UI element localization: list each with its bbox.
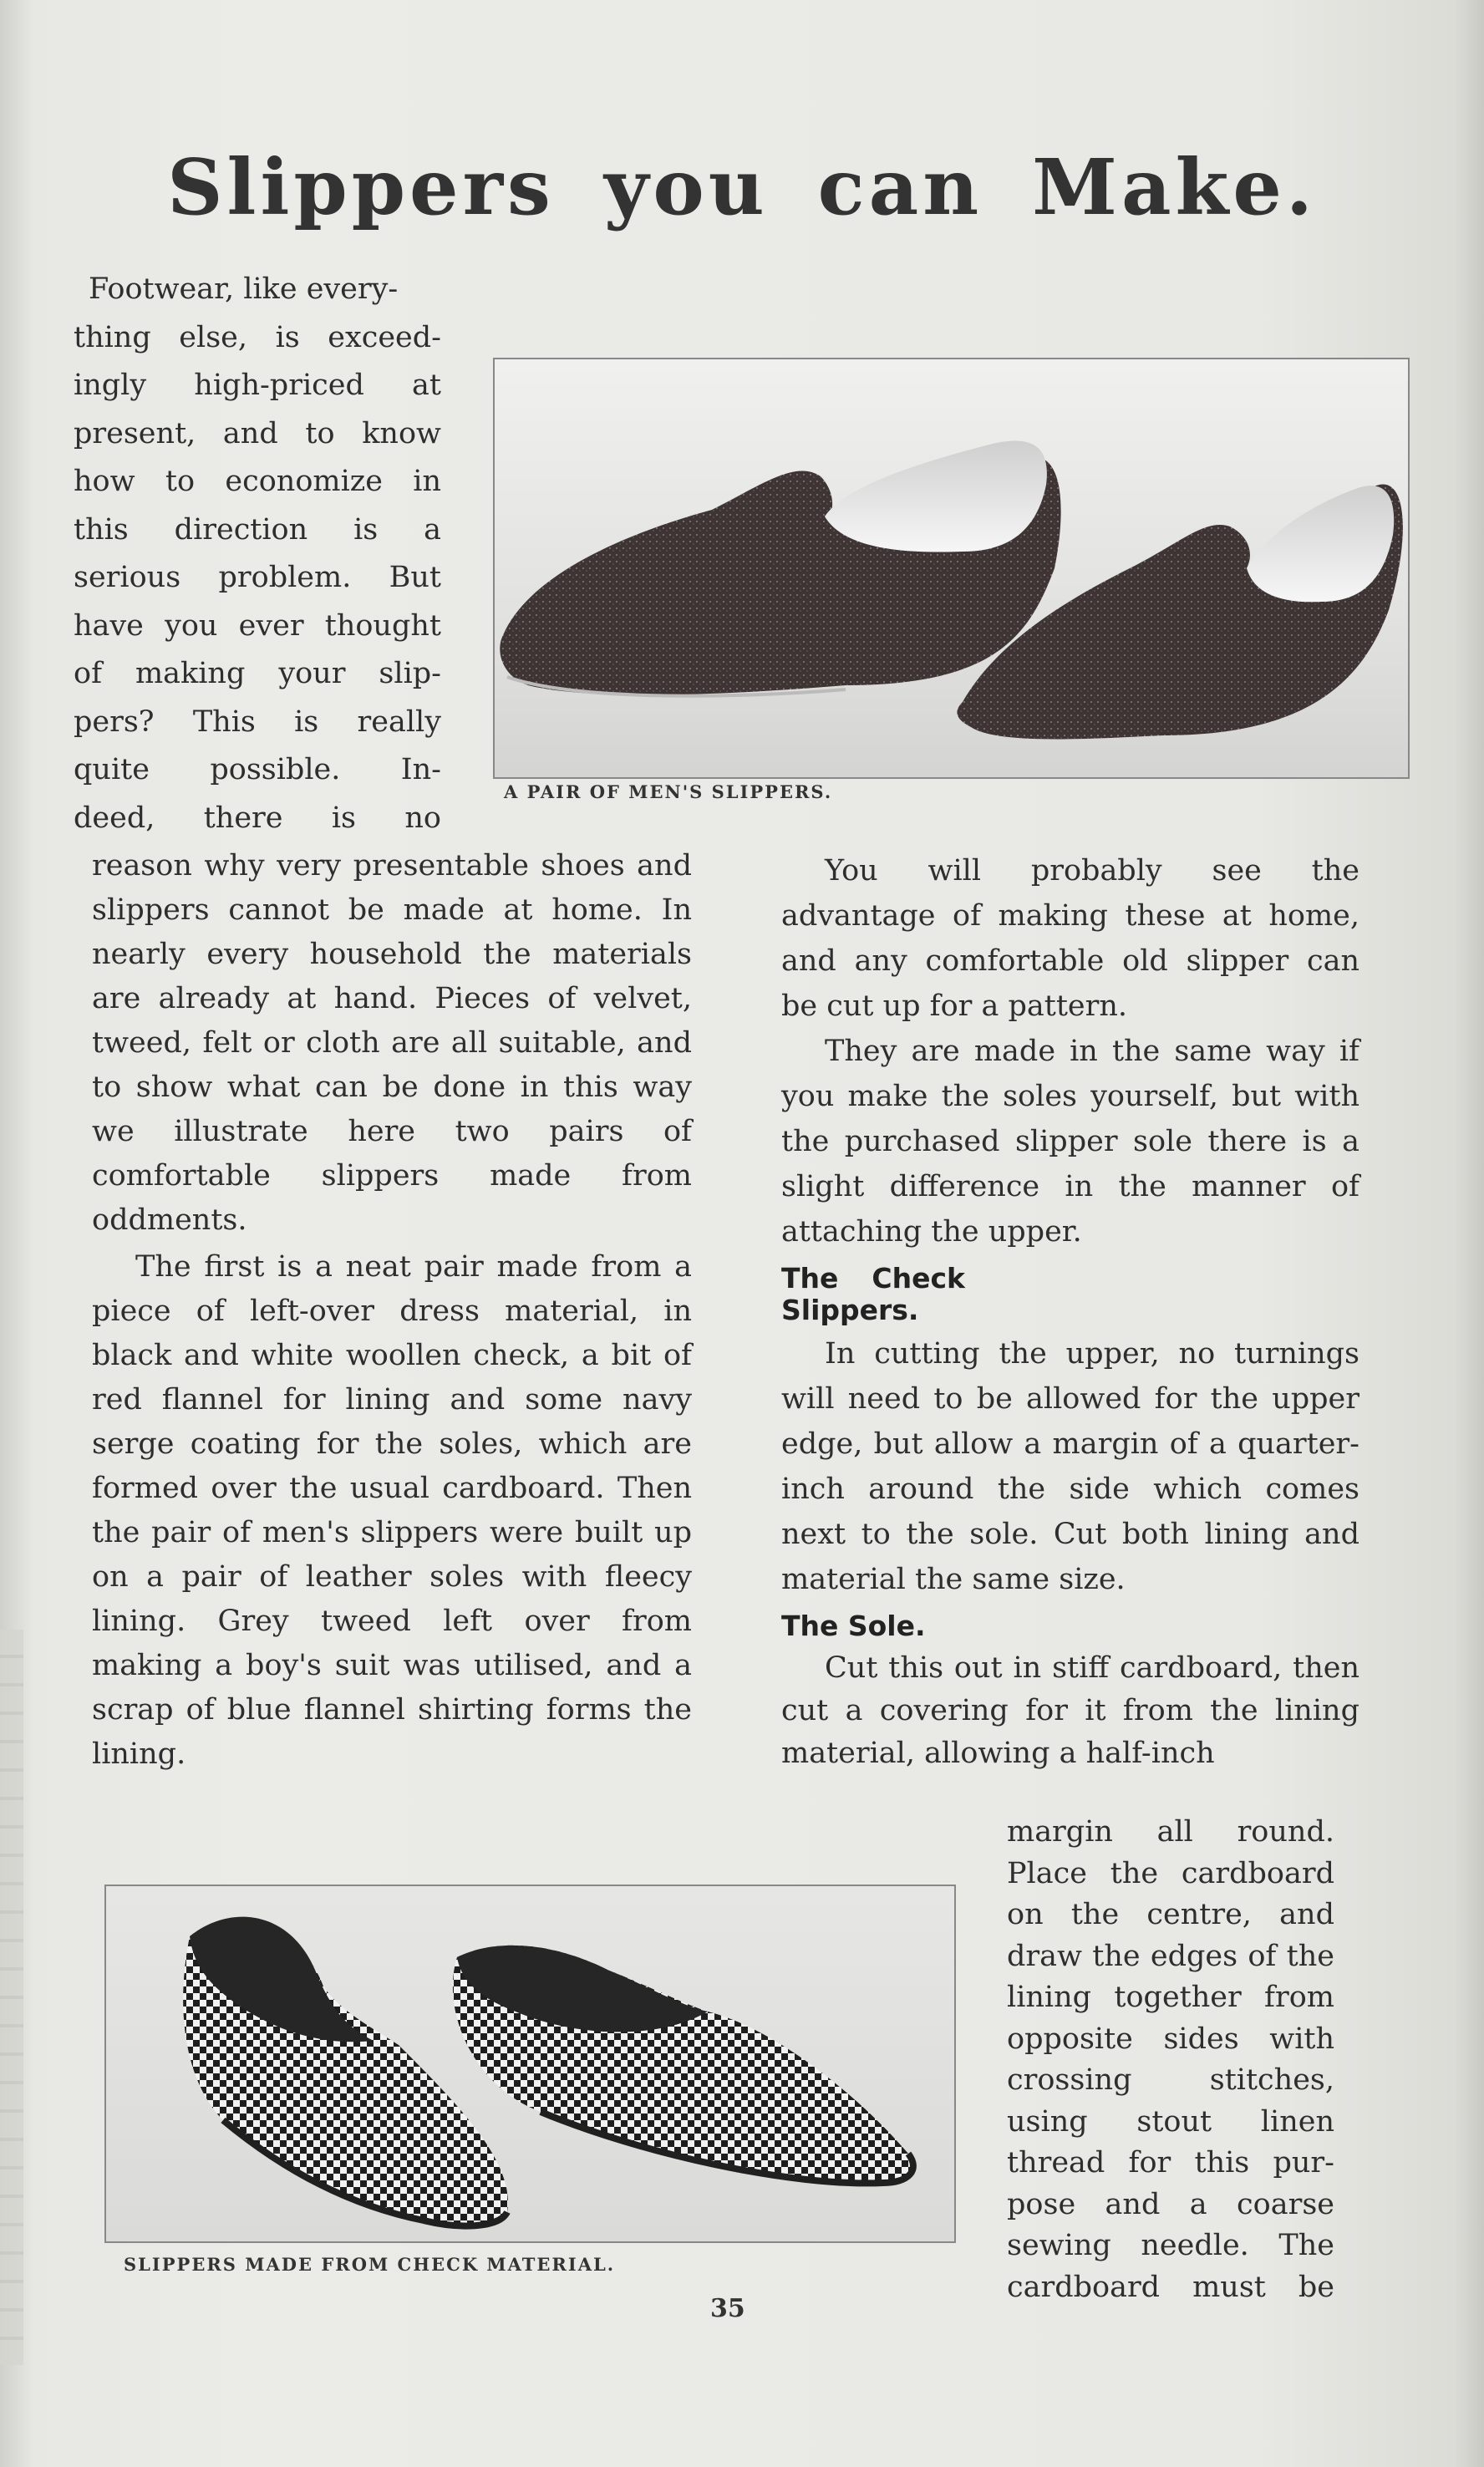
intro-line: present, and to know bbox=[74, 416, 441, 450]
heading-check-slippers: The Check Slippers. bbox=[781, 1262, 965, 1326]
right-paragraph-1: You will probably see the advantage of making these at home, and any comfortable old slipper can be cut up for a pattern. bbox=[781, 854, 1359, 1023]
mens-slippers-photo bbox=[493, 358, 1410, 779]
right-narrow-line: margin all round. bbox=[1007, 1815, 1334, 1849]
right-narrow-line: crossing stitches, bbox=[1007, 2063, 1334, 2097]
intro-line: Footwear, like every- bbox=[89, 272, 399, 306]
intro-line: serious problem. But bbox=[74, 561, 441, 594]
right-narrow-column bbox=[1007, 1812, 1334, 2308]
intro-line: ingly high-priced at bbox=[74, 369, 441, 402]
left-paragraph-2: The first is a neat pair made from a piece of left-over dress material, in black and white woollen check, a bit of red flannel for lining and some navy serge coating for the soles, which are formed over the usual cardboard. Then the pair of men's slippers were built up on a pair of leather soles with fleecy lining. Grey tweed left over from making a boy's suit was utilised, and a scrap of blue flannel shirting forms the lining. bbox=[92, 1250, 692, 1771]
intro-line: pers? This is really bbox=[74, 704, 441, 739]
left-paragraph-1: reason why very presentable shoes and slippers cannot be made at home. In nearly every household the materials are already at hand. Pieces of velvet, tweed, felt or cloth are all suitable, and to show what can be done in this way we illustrate here two pairs of comfortable slippers made from oddments. bbox=[92, 849, 692, 1237]
intro-line: of making your slip- bbox=[74, 657, 441, 690]
right-narrow-line: pose and a coarse bbox=[1007, 2187, 1334, 2221]
check-slippers-illustration bbox=[106, 1886, 954, 2241]
right-narrow-line: draw the edges of the bbox=[1007, 1939, 1334, 1973]
right-paragraph-3: In cutting the upper, no turnings will need to be allowed for the upper edge, but allow a margin of a quarter-inch around the side which comes next to the sole. Cut both lining and material the same size. bbox=[781, 1337, 1359, 1596]
right-narrow-line: opposite sides with bbox=[1007, 2022, 1334, 2056]
mens-slippers-illustration bbox=[495, 359, 1408, 777]
page-number: 35 bbox=[710, 2294, 745, 2323]
left-column-body bbox=[92, 844, 692, 1777]
right-narrow-line: Place the cardboard bbox=[1007, 1856, 1334, 1890]
right-narrow-line: cardboard must be bbox=[1007, 2270, 1334, 2304]
right-narrow-line: on the centre, and bbox=[1007, 1898, 1334, 1931]
intro-line: have you ever thought bbox=[74, 608, 441, 643]
intro-narrow-column bbox=[74, 266, 441, 842]
right-narrow-line: sewing needle. The bbox=[1007, 2229, 1334, 2262]
right-paragraph-2: They are made in the same way if you make the soles yourself, but with the purchased slipper sole there is a slight difference in the manner of attaching the upper. bbox=[781, 1035, 1359, 1249]
right-narrow-line: lining together from bbox=[1007, 1981, 1334, 2014]
intro-line: quite possible. In- bbox=[74, 753, 441, 786]
intro-line: thing else, is exceed- bbox=[74, 320, 441, 354]
check-slippers-caption: SLIPPERS MADE FROM CHECK MATERIAL. bbox=[124, 2254, 616, 2275]
right-paragraph-4: Cut this out in stiff cardboard, then cut a covering for it from the lining material, allowing a half-inch bbox=[781, 1651, 1359, 1770]
mens-slippers-caption: A PAIR OF MEN'S SLIPPERS. bbox=[504, 781, 833, 802]
intro-line: deed, there is no bbox=[74, 801, 441, 835]
right-column-body bbox=[781, 848, 1359, 1775]
adjacent-page-edge bbox=[0, 1630, 23, 2365]
right-narrow-line: thread for this pur- bbox=[1007, 2146, 1334, 2180]
heading-sole: The Sole. bbox=[781, 1610, 926, 1642]
check-slippers-photo bbox=[104, 1885, 956, 2243]
intro-line: this direction is a bbox=[74, 512, 441, 547]
article-title: Slippers you can Make. bbox=[167, 142, 1317, 232]
intro-line: how to economize in bbox=[74, 465, 441, 498]
right-narrow-line: using stout linen bbox=[1007, 2104, 1334, 2139]
